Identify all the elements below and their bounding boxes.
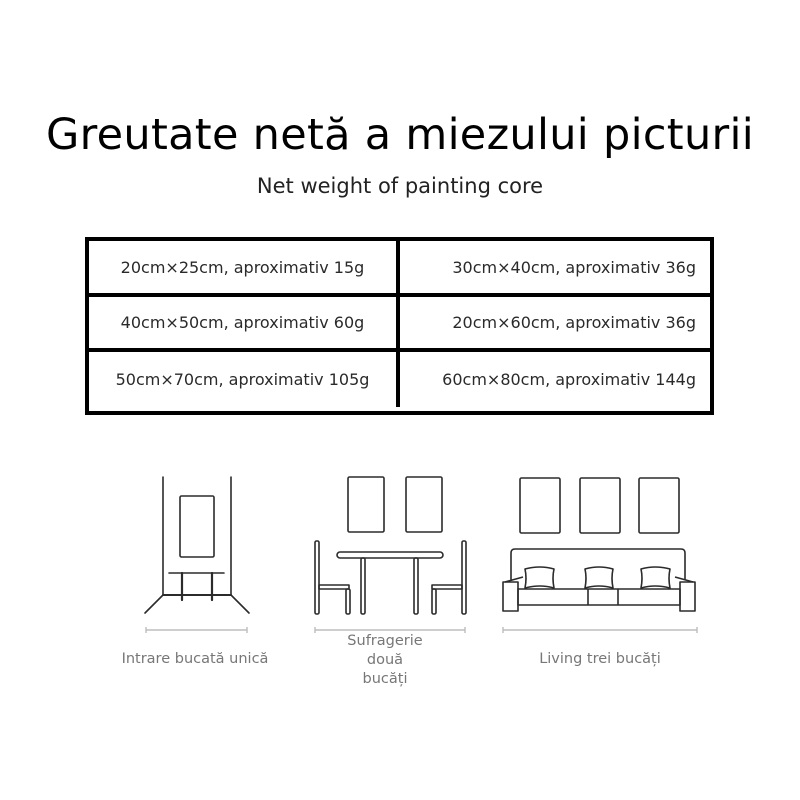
table-cell: 20cm×25cm, aproximativ 15g: [89, 241, 400, 297]
entryway-console-icon: [145, 477, 249, 613]
scene-caption-living: Living trei bucăți: [539, 651, 661, 667]
table-cell: 40cm×50cm, aproximativ 60g: [89, 297, 400, 352]
scene-caption-dining: [310, 632, 460, 689]
caption-line: Sufragerie: [347, 633, 423, 649]
page-title: Greutate netă a miezului picturii: [46, 110, 754, 160]
table-cell: 60cm×80cm, aproximativ 144g: [442, 370, 696, 389]
measure-line: [146, 627, 247, 633]
measure-line: [503, 627, 697, 633]
living-room-sofa-icon: [503, 478, 695, 611]
page-subtitle: Net weight of painting core: [256, 174, 544, 198]
scene-caption-entryway: Intrare bucată unică: [121, 651, 269, 667]
table-cell: 50cm×70cm, aproximativ 105g: [89, 352, 400, 407]
caption-line: bucăți: [362, 671, 408, 687]
table-cell: 20cm×60cm, aproximativ 36g: [400, 297, 710, 352]
caption-line: două: [366, 652, 404, 668]
table-cell: 30cm×40cm, aproximativ 36g: [400, 241, 710, 297]
dining-table-chairs-icon: [315, 477, 466, 614]
